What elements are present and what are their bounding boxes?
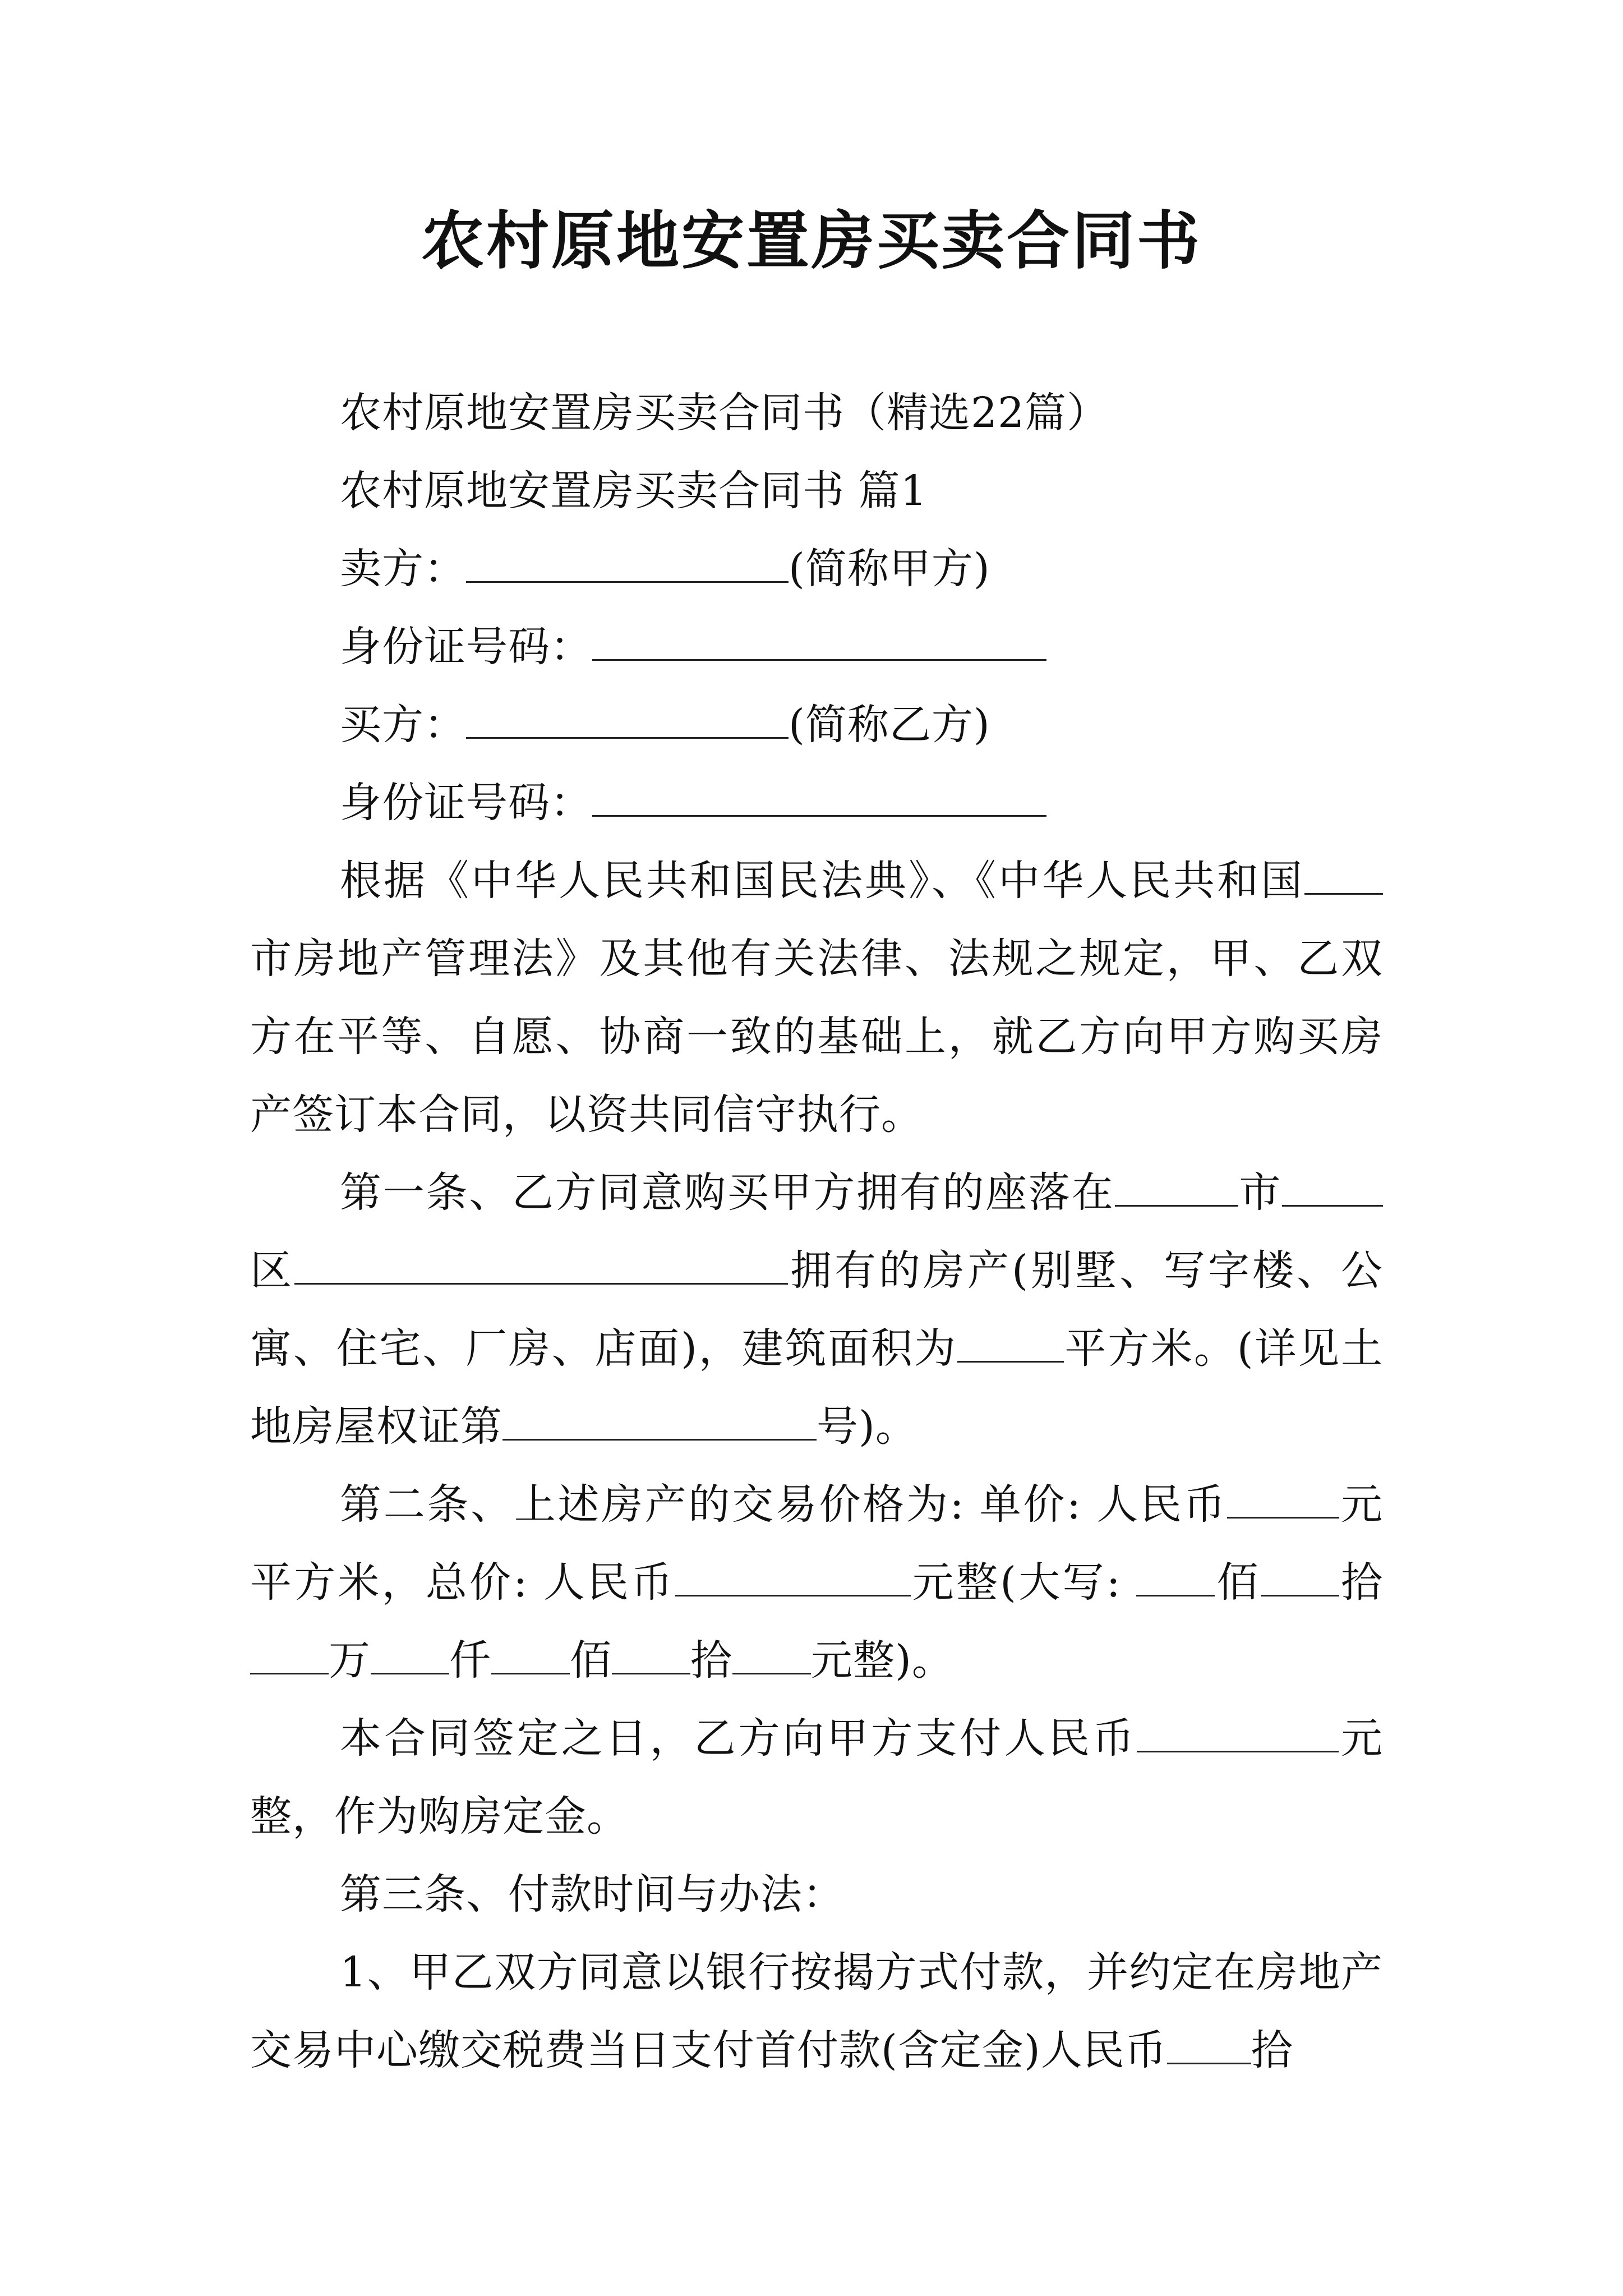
location-city-blank [1115, 1166, 1238, 1207]
article-2-paragraph: 第二条、上述房产的交易价格为: 单价: 人民币 元平方米，总价: 人民币 元整(大写: 佰 拾万 仟 佰 拾 元整)。 [250, 1466, 1383, 1700]
amount-ten-thousand-blank [250, 1634, 329, 1674]
buyer-name-blank [466, 698, 789, 739]
document-title: 农村原地安置房买卖合同书 [421, 204, 1202, 278]
deposit-paragraph: 本合同签定之日，乙方向甲方支付人民币 元整，作为购房定金。 [250, 1700, 1383, 1856]
area-blank [957, 1322, 1064, 1363]
preamble-paragraph: 根据《中华人民共和国民法典》、《中华人民共和国市房地产管理法》及其他有关法律、法规之规定，甲、乙双方在平等、自愿、协商一致的基础上，就乙方向甲方购买房产签订本合同，以资共同信守执行。 [250, 842, 1383, 1154]
buyer-id-blank [592, 776, 1046, 817]
city-blank [1304, 854, 1383, 895]
down-payment-blank [1167, 2023, 1251, 2064]
location-district-blank [1282, 1166, 1383, 1207]
section-heading: 农村原地安置房买卖合同书 篇1 [340, 467, 928, 515]
deposit-amount-blank [1137, 1711, 1339, 1752]
seller-name-blank [466, 542, 789, 583]
certificate-number-blank [502, 1400, 817, 1441]
article-1-paragraph: 第一条、乙方同意购买甲方拥有的座落在 市区 拥有的房产(别墅、写字楼、公寓、住宅、厂房、店面)，建筑面积为 平方米。(详见土地房屋权证第 号)。 [250, 1154, 1383, 1466]
subtitle-line: 农村原地安置房买卖合同书（精选22篇） [340, 389, 1109, 437]
total-price-blank [675, 1556, 911, 1596]
amount-yuan-blank [732, 1634, 811, 1674]
location-address-blank [294, 1244, 788, 1285]
article-3-item-1: 1、甲乙双方同意以银行按揭方式付款，并约定在房地产交易中心缴交税费当日支付首付款(含定金)人民币 拾 [250, 1948, 1383, 2074]
article-3-heading: 第三条、付款时间与办法： [340, 1870, 845, 1918]
amount-ten-2-blank [612, 1634, 690, 1674]
amount-ten-blank [1261, 1556, 1339, 1596]
amount-hundred-2-blank [491, 1634, 570, 1674]
buyer-line: 买方： (简称乙方) [250, 686, 1383, 764]
amount-thousand-blank [371, 1634, 449, 1674]
seller-id-line: 身份证号码： [250, 608, 1383, 686]
buyer-id-line: 身份证号码： [250, 764, 1383, 842]
seller-line: 卖方： (简称甲方) [250, 530, 1383, 608]
amount-hundred-blank [1136, 1556, 1215, 1596]
document-body [250, 374, 1383, 2090]
unit-price-blank [1227, 1478, 1339, 1519]
seller-id-blank [592, 620, 1046, 661]
